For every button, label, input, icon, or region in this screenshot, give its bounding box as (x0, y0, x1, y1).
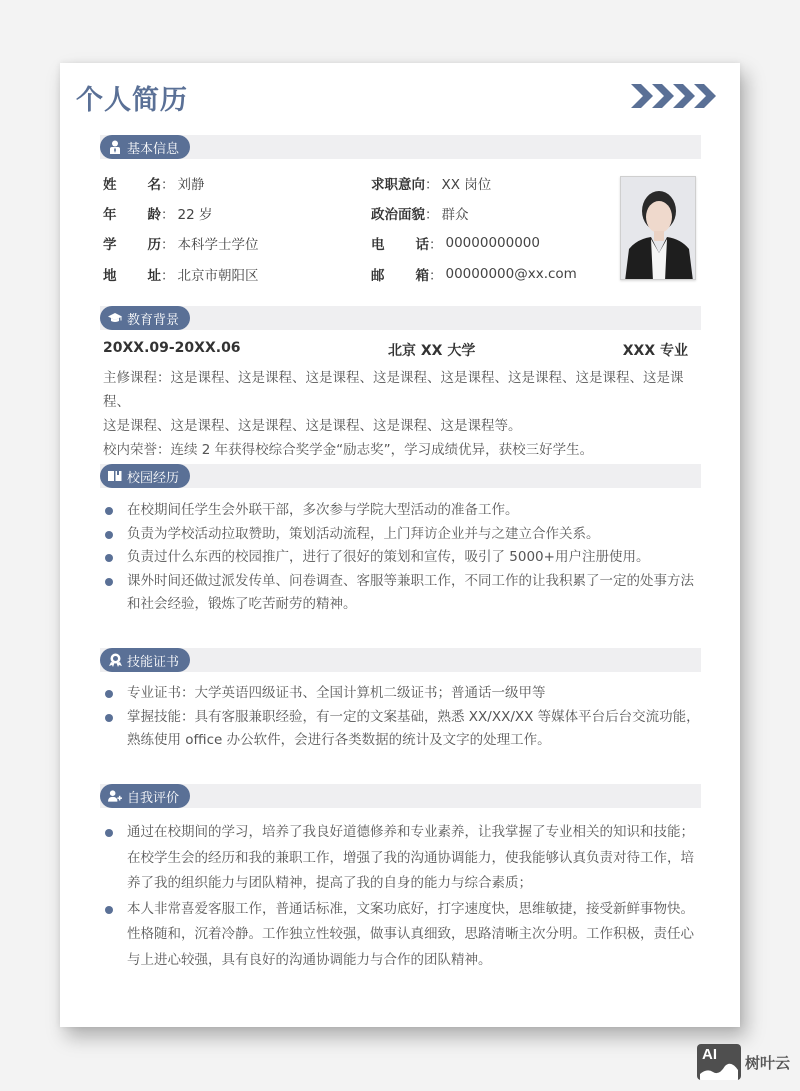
section-pill (100, 784, 190, 808)
bullet-icon (105, 690, 113, 698)
info-age: 年 龄 ： 22 岁 (103, 203, 212, 223)
bullet-icon (105, 906, 113, 914)
skills-list (103, 682, 701, 753)
info-value: 北京市朝阳区 (177, 268, 259, 284)
bullet-icon (105, 554, 113, 562)
section-header-campus (100, 464, 701, 488)
list-item: 本人非常喜爱客服工作，普通话标准，文案功底好，打字速度快，思维敏捷，接受新鲜事物快。性格随和，沉着冷静。工作独立性较强，做事认真细致，思路清晰主次分明。工作积极，责任心与上进心较强，具有良好的沟通协调能力与合作的团队精神。 (103, 897, 701, 974)
graduation-cap-icon (108, 311, 122, 325)
info-value: 群众 (441, 207, 469, 223)
section-title: 技能证书 (127, 654, 180, 670)
section-pill (100, 135, 190, 159)
info-address: 地 址 ： 北京市朝阳区 (103, 264, 259, 284)
section-header-skills (100, 648, 701, 672)
person-icon (108, 140, 122, 154)
award-icon (108, 653, 122, 667)
education-honors: 校内荣誉：连续 2 年获得校综合奖学金“励志奖”，学习成绩优异，获校三好学生。 (103, 442, 594, 458)
list-item: 掌握技能：具有客服兼职经验，有一定的文案基础，熟悉 XX/XX/XX 等媒体平台后台交流功能，熟练使用 office 办公软件，会进行各类数据的统计及文字的处理工作。 (103, 706, 701, 753)
section-header-education (100, 306, 701, 330)
section-header-self-eval (100, 784, 701, 808)
education-major: XXX 专业 (622, 343, 688, 359)
info-political-status: 政治面貌 ： 群众 (371, 203, 469, 223)
education-school: 北京 XX 大学 (388, 343, 476, 359)
profile-photo (620, 176, 696, 280)
list-item: 课外时间还做过派发传单、问卷调查、客服等兼职工作，不同工作的让我积累了一定的处事方法和社会经验，锻炼了吃苦耐劳的精神。 (103, 570, 701, 617)
list-item: 在校期间任学生会外联干部，多次参与学院大型活动的准备工作。 (103, 499, 701, 523)
bullet-icon (105, 578, 113, 586)
info-value: XX 岗位 (441, 177, 492, 193)
info-value: 刘静 (177, 177, 205, 193)
chevrons-decoration (631, 84, 715, 108)
bullet-icon (105, 507, 113, 515)
chevron-right-icon (694, 84, 718, 108)
info-value: 00000000@xx.com (445, 266, 577, 282)
section-title: 校园经历 (127, 470, 180, 486)
info-phone: 电 话 ： 00000000000 (371, 235, 540, 253)
info-degree: 学 历 ： 本科学士学位 (103, 233, 259, 253)
info-value: 本科学士学位 (177, 237, 259, 253)
education-courses-line: 这是课程、这是课程、这是课程、这是课程、这是课程、这是课程等。 (103, 418, 522, 434)
list-item: 专业证书：大学英语四级证书、全国计算机二级证书；普通话一级甲等 (103, 682, 701, 706)
self-evaluation-list (103, 820, 701, 973)
section-header-basic-info (100, 135, 701, 159)
section-title: 基本信息 (127, 141, 180, 157)
education-courses-line: 主修课程：这是课程、这是课程、这是课程、这是课程、这是课程、这是课程、这是课程、这是课程、 (103, 370, 684, 410)
resume-title: 个人简历 (76, 85, 188, 116)
watermark (697, 1044, 790, 1080)
info-job-intent: 求职意向 ： XX 岗位 (371, 173, 491, 193)
info-email: 邮 箱 ： 00000000@xx.com (371, 266, 577, 284)
section-pill (100, 464, 190, 488)
info-name: 姓 名 ： 刘静 (103, 173, 205, 193)
brand-logo: AI (697, 1044, 741, 1080)
info-value: 22 岁 (177, 207, 213, 223)
bullet-icon (105, 829, 113, 837)
user-plus-icon (108, 789, 122, 803)
bullet-icon (105, 531, 113, 539)
section-pill (100, 306, 190, 330)
campus-experience-list (103, 499, 701, 617)
resume-page (60, 63, 740, 1027)
list-item: 负责过什么东西的校园推广，进行了很好的策划和宣传，吸引了 5000+用户注册使用。 (103, 546, 701, 570)
education-period: 20XX.09-20XX.06 (103, 340, 241, 356)
list-item: 通过在校期间的学习，培养了我良好道德修养和专业素养，让我掌握了专业相关的知识和技能；在校学生会的经历和我的兼职工作，增强了我的沟通协调能力，使我能够认真负责对待工作，培养了我的组织能力与团队精神，提高了我的自身的能力与综合素质； (103, 820, 701, 897)
info-value: 00000000000 (445, 235, 540, 251)
bullet-icon (105, 714, 113, 722)
section-pill (100, 648, 190, 672)
brand-name: 树叶云 (745, 1053, 791, 1072)
list-item: 负责为学校活动拉取赞助，策划活动流程，上门拜访企业并与之建立合作关系。 (103, 523, 701, 547)
book-icon (108, 469, 122, 483)
education-details (103, 366, 703, 462)
section-title: 自我评价 (127, 790, 180, 806)
section-title: 教育背景 (127, 312, 180, 328)
